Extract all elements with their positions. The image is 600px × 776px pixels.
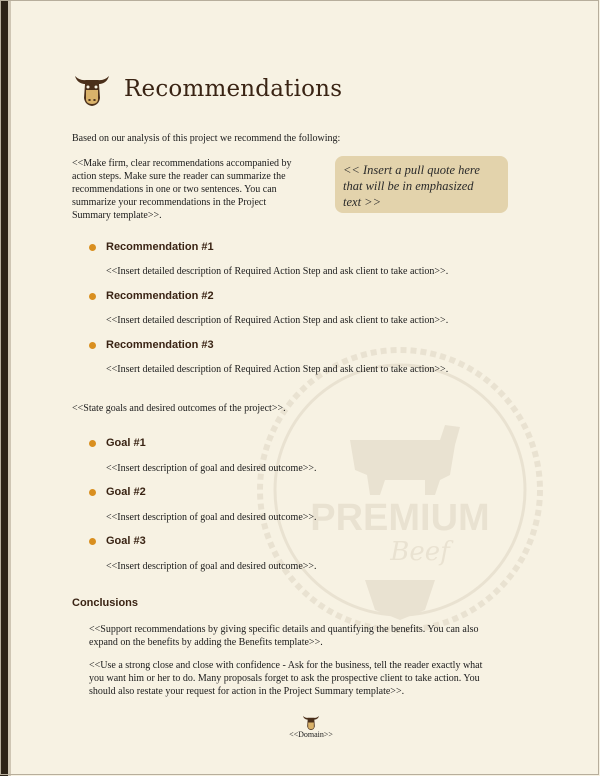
left-edge-bar (0, 0, 8, 776)
summary-line: summarize your recommendations in the Project (72, 197, 267, 208)
left-edge-stripe (8, 0, 11, 776)
recommendation-title: Recommendation #2 (106, 290, 214, 302)
conclusions-line: <<Use a strong close and close with confidence - Ask for the business, tell the reader exactly what (89, 660, 483, 671)
recommendation-description: <<Insert detailed description of Required Action Step and ask client to take action>>. (106, 266, 449, 277)
footer-domain: <<Domain>> (289, 730, 333, 739)
goal-heading (89, 486, 146, 498)
bullet-icon (89, 244, 96, 251)
goals-intro: <<State goals and desired outcomes of the project>>. (72, 403, 286, 414)
page-title: Recommendations (124, 76, 343, 102)
footer-cow-head-icon (301, 713, 321, 731)
bullet-icon (89, 489, 96, 496)
summary-paragraph (72, 157, 292, 222)
conclusions-line: you want him or her to do. Many proposals forget to ask the prospective client to take action. You (89, 673, 480, 684)
summary-line: <<Make firm, clear recommendations accompanied by (72, 158, 292, 169)
conclusions-heading: Conclusions (72, 597, 139, 609)
conclusions-line: expand on the benefits by adding the Benefits template>>. (89, 637, 323, 648)
goal-title: Goal #3 (106, 535, 146, 547)
recommendation-heading (89, 241, 214, 253)
conclusions-paragraph-2 (89, 659, 482, 698)
watermark-beef-text: Beef (390, 537, 450, 567)
recommendation-title: Recommendation #1 (106, 241, 214, 253)
summary-line: recommendations in one or two sentences. You can (72, 184, 277, 195)
cow-head-icon (72, 70, 112, 108)
bullet-icon (89, 293, 96, 300)
bullet-icon (89, 440, 96, 447)
pull-quote (335, 156, 508, 213)
conclusions-line: should also restate your request for action in the Project Summary template>>. (89, 686, 405, 697)
goal-heading (89, 437, 146, 449)
conclusions-line: <<Support recommendations by giving specific details and quantifying the benefits. You can also (89, 624, 479, 635)
bullet-icon (89, 342, 96, 349)
bullet-icon (89, 538, 96, 545)
summary-line: action steps. Make sure the reader can summarize the (72, 171, 286, 182)
recommendation-title: Recommendation #3 (106, 339, 214, 351)
recommendation-heading (89, 290, 214, 302)
goal-description: <<Insert description of goal and desired outcome>>. (106, 463, 317, 474)
watermark-premium-text: PREMIUM (310, 497, 490, 539)
conclusions-paragraph-1 (89, 623, 479, 649)
pull-quote-line: that will be in emphasized (343, 179, 474, 193)
goal-heading (89, 535, 146, 547)
recommendation-heading (89, 339, 214, 351)
pull-quote-line: text >> (343, 195, 382, 209)
goal-description: <<Insert description of goal and desired outcome>>. (106, 561, 317, 572)
goal-title: Goal #1 (106, 437, 146, 449)
intro-text: Based on our analysis of this project we recommend the following: (72, 133, 341, 144)
goal-title: Goal #2 (106, 486, 146, 498)
recommendation-description: <<Insert detailed description of Required Action Step and ask client to take action>>. (106, 364, 449, 375)
pull-quote-line: << Insert a pull quote here (343, 163, 480, 177)
summary-line: Summary template>>. (72, 210, 162, 221)
header (72, 70, 342, 108)
goal-description: <<Insert description of goal and desired outcome>>. (106, 512, 317, 523)
premium-beef-watermark (255, 345, 545, 635)
recommendation-description: <<Insert detailed description of Required Action Step and ask client to take action>>. (106, 315, 449, 326)
